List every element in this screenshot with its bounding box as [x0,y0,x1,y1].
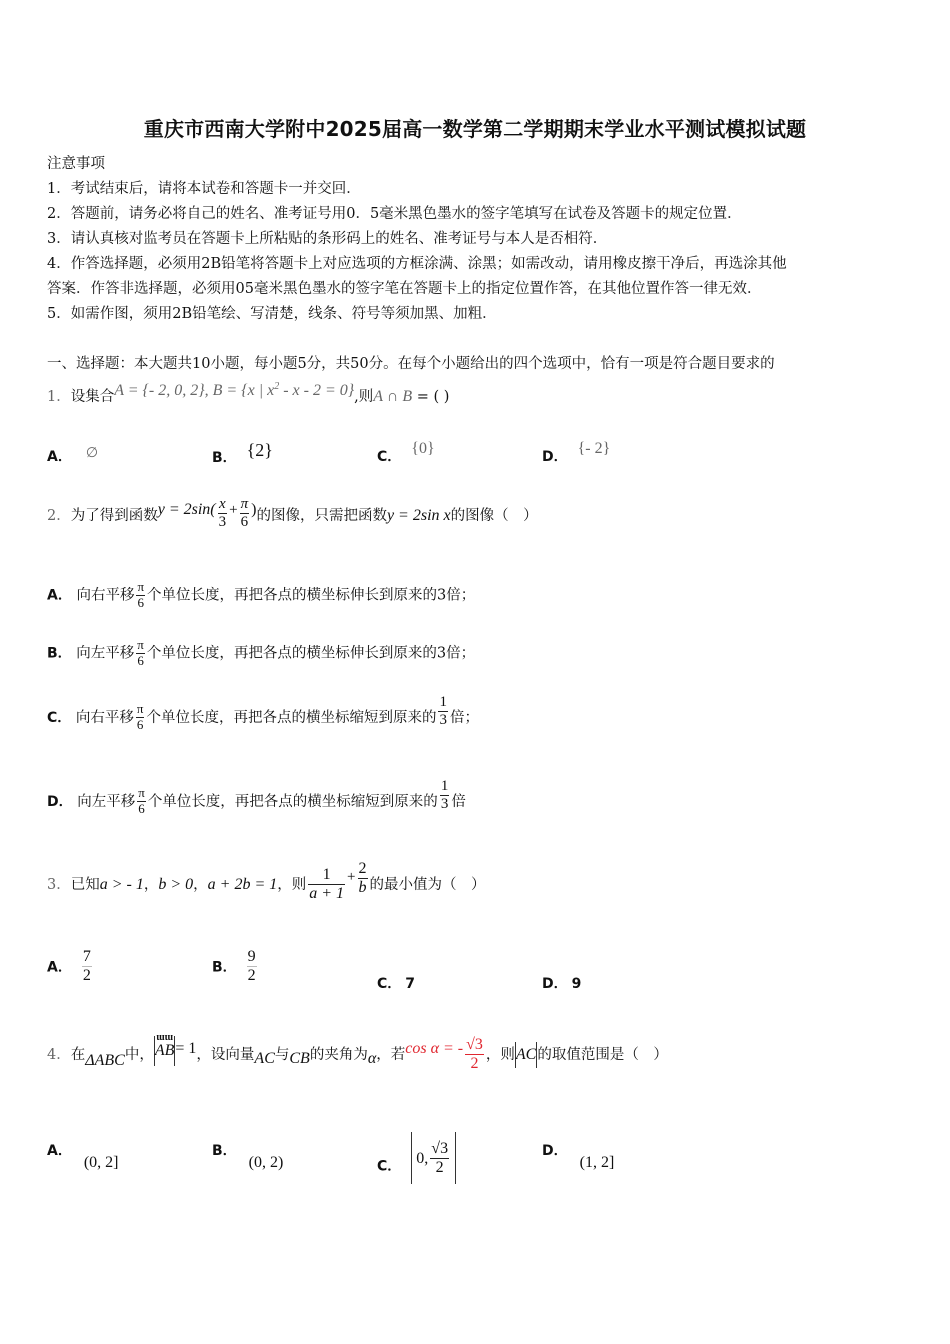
fraction: $\frac{\pi}{6}$ [138,785,145,817]
notice-item: 2．答题前，请务必将自己的姓名、准考证号用0．5毫米黑色墨水的签字笔填写在试卷及答题卡的规定位置． [47,206,742,222]
option-label: C． [377,449,402,465]
option-d[interactable] [47,778,466,820]
plus-sign: + [229,501,238,518]
notice-heading: 注意事项 [47,156,105,172]
option-label: B． [212,1143,237,1159]
option-value: ∅ [85,446,99,461]
stem-text: ，则 [485,1046,515,1063]
question-number: 2． [47,507,71,524]
question-3-stem [47,860,486,904]
option-value: (0, 2) [248,1154,284,1171]
option-d[interactable] [542,973,581,993]
interval-left: 0, [416,1150,429,1167]
option-text: 倍 [451,793,466,810]
fraction: $\frac{\pi}{6}$ [240,496,249,531]
fraction: $\frac{\pi}{6}$ [137,637,144,668]
stem-text: 的最小值为（ ） [369,876,486,893]
exponent: 2 [274,381,280,393]
interval-bracket [411,1132,456,1184]
option-label: B． [47,645,72,662]
notice-item: 3．请认真核对监考员在答题卡上所粘贴的条形码上的姓名、准考证号与本人是否相符． [47,231,608,247]
option-a[interactable] [47,1140,119,1171]
separator: ， [193,876,208,893]
plus-sign: + [347,868,356,885]
option-b[interactable] [212,1140,284,1171]
vector-ac: AC [515,1045,537,1063]
function-expr: y = 2sin x [386,506,451,524]
triangle-label: ΔABC [85,1051,125,1069]
function-expr: y = 2sin( [157,500,216,518]
fraction: $\frac{\pi}{6}$ [137,579,145,610]
notice-item: 1．考试结束后，请将本试卷和答题卡一并交回． [47,181,361,197]
condition: a > - 1 [99,875,144,893]
condition: a + 2b = 1 [207,875,278,893]
stem-text: 已知 [70,876,100,893]
set-b: , B = {x | x [204,382,275,399]
set-b-rest: - x - 2 = 0} [279,382,355,399]
option-label: C． [377,1158,402,1175]
option-value: (0, 2] [83,1154,119,1171]
fraction: $\frac{1}{3}$ [440,778,449,813]
fraction: $\frac{9}{2}$ [247,948,256,985]
option-label: C． [377,976,402,992]
stem-text: 中， [124,1046,154,1063]
option-label: A． [47,587,72,604]
option-value: {2} [246,440,273,460]
option-label: D． [542,976,568,992]
option-label: D． [542,1143,568,1159]
paren: ) [251,500,257,518]
stem-text: 的图像，只需把函数 [256,507,387,524]
option-label: A． [47,959,72,976]
option-label: C． [47,709,72,726]
notice-item: 答案．作答非选择题，必须用05毫米黑色墨水的签字笔在答题卡上的指定位置作答，在其他位置作答一律无效． [47,281,762,297]
stem-text: ,则 [354,389,374,405]
option-text: 个单位长度，再把各点的横坐标缩短到原来的 [147,793,438,810]
stem-text: 设集合 [70,389,115,405]
option-label: D． [542,449,568,465]
vector-name: AB [154,1041,175,1059]
option-a[interactable] [47,446,98,466]
option-value: {0} [411,440,435,457]
option-text: 个单位长度，再把各点的横坐标伸长到原来的3倍； [146,645,476,662]
option-text: 向右平移 [75,709,134,726]
option-value: 7 [405,976,416,992]
question-1-stem [47,381,450,406]
option-text: 个单位长度，再把各点的横坐标缩短到原来的 [146,709,437,726]
stem-text: ，设向量 [196,1046,255,1063]
option-c[interactable] [47,694,479,736]
stem-text: 为了得到函数 [70,507,158,524]
fraction: $\frac{1}{3}$ [439,694,447,729]
fraction: $\frac{√3}{2}$ [431,1139,449,1176]
option-label: B． [212,450,237,466]
option-text: 向左平移 [76,645,135,662]
question-2-stem [47,498,538,534]
stem-text: ，则 [277,876,307,893]
option-c[interactable] [377,1140,456,1192]
fraction: $\frac{x}{3}$ [218,496,227,531]
fraction: $\frac{2}{b}$ [358,860,367,897]
question-number: 3． [47,876,71,893]
stem-text: = ( ) [412,389,450,405]
question-number: 1． [47,389,71,405]
option-label: B． [212,959,237,976]
option-label: A． [47,449,72,465]
cos-condition: cos α = - [405,1039,464,1057]
option-text: 向右平移 [76,587,135,604]
angle-alpha: α [367,1049,377,1067]
stem-text: 的取值范围是（ ） [537,1046,668,1063]
fraction: $\frac{1}{a + 1}$ [309,866,345,903]
option-value: (1, 2] [579,1154,615,1171]
option-text: 个单位长度，再把各点的横坐标伸长到原来的3倍； [147,587,476,604]
option-a[interactable] [47,948,94,986]
option-label: A． [47,1143,72,1159]
notice-item: 5．如需作图，须用2B铅笔绘、写清楚，线条、符号等须加黑、加粗． [47,306,497,322]
set-a: A = {- 2, 0, 2} [114,382,205,399]
equals-one: = 1 [175,1039,197,1057]
option-value: 9 [571,976,582,992]
question-number: 4． [47,1046,71,1063]
vector-ab [154,1031,175,1060]
option-c[interactable] [377,973,415,993]
option-text: 倍； [449,709,479,726]
option-a[interactable] [47,580,475,611]
intersection-expr: A ∩ B [373,388,413,405]
option-label: D． [47,793,73,810]
page-title: 重庆市西南大学附中2025届高一数学第二学期期末学业水平测试模拟试题 [143,117,807,141]
stem-text: 与 [274,1046,290,1063]
fraction: $\frac{\pi}{6}$ [136,701,144,733]
fraction: $\frac{7}{2}$ [82,948,91,985]
condition: b > 0 [158,875,194,893]
option-b[interactable] [47,638,475,669]
fraction: $\frac{√3}{2}$ [466,1036,483,1073]
separator: ， [143,876,159,893]
option-d[interactable] [542,440,611,466]
stem-text: 的夹角为 [309,1046,368,1063]
option-value: {- 2} [577,440,611,457]
option-c[interactable] [377,440,435,466]
option-text: 向左平移 [77,793,136,810]
option-b[interactable] [212,440,273,467]
option-b[interactable] [212,948,259,986]
section-heading: 一、选择题：本大题共10小题，每小题5分，共50分。在每个小题给出的四个选项中，恰有一项是符合题目要求的 [47,356,775,372]
notice-item: 4．作答选择题，必须用2B铅笔将答题卡上对应选项的方框涂满、涂黑；如需改动，请用橡皮擦干净后，再选涂其他 [47,256,787,272]
question-4-stem [47,1031,668,1074]
stem-text: 的图像（ ） [450,507,538,524]
vector-cb: CB [289,1049,310,1067]
vector-arrow-mark: ɯɯ [156,1031,173,1043]
vector-ac: AC [254,1049,275,1067]
stem-text: ，若 [376,1046,406,1063]
option-d[interactable] [542,1140,615,1171]
stem-text: 在 [70,1046,86,1063]
